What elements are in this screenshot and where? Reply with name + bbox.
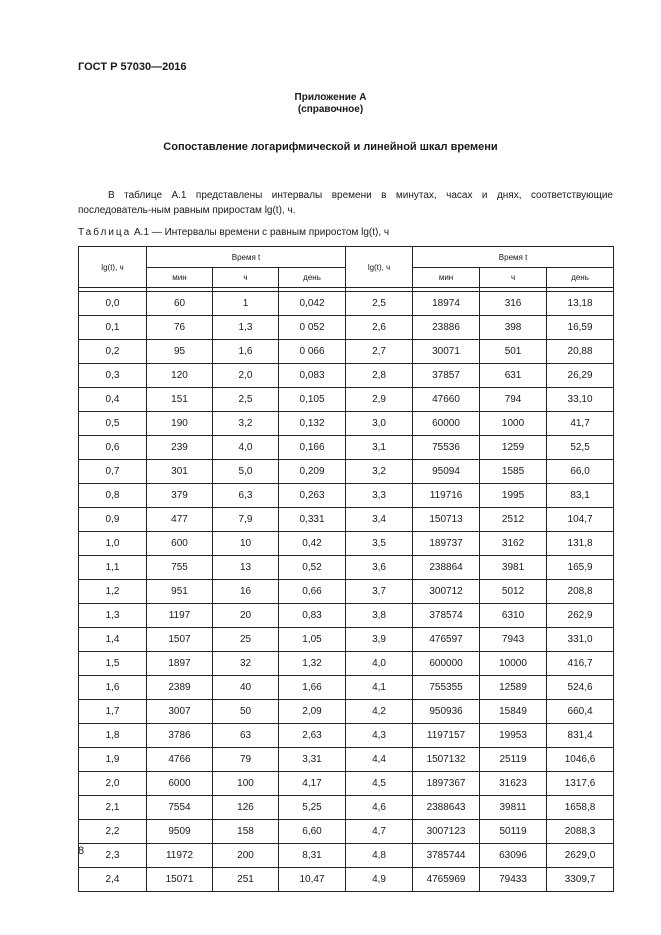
table-cell: 316 (480, 292, 547, 316)
table-row (79, 364, 614, 388)
table-cell: 63 (213, 724, 279, 748)
table-cell: 2389 (147, 676, 213, 700)
table-row (79, 676, 614, 700)
table-cell: 1197157 (413, 724, 480, 748)
table-cell: 6,60 (279, 820, 346, 844)
table-cell: 398 (480, 316, 547, 340)
table-row (79, 772, 614, 796)
table-cell: 660,4 (547, 700, 614, 724)
table-cell: 951 (147, 580, 213, 604)
table-cell: 3981 (480, 556, 547, 580)
table-cell: 0,166 (279, 436, 346, 460)
table-cell: 60000 (413, 412, 480, 436)
header-day-left: день (279, 268, 346, 288)
table-cell: 4,7 (346, 820, 413, 844)
table-cell: 10000 (480, 652, 547, 676)
table-cell: 1000 (480, 412, 547, 436)
table-cell: 3,7 (346, 580, 413, 604)
table-cell: 37857 (413, 364, 480, 388)
table-cell: 416,7 (547, 652, 614, 676)
table-cell: 4,17 (279, 772, 346, 796)
table-cell: 0,52 (279, 556, 346, 580)
table-cell: 9509 (147, 820, 213, 844)
table-cell: 16 (213, 580, 279, 604)
intro-paragraph: В таблице А.1 представлены интервалы времени в минутах, часах и днях, соответствующие последователь-ным равным приростам lg(t), ч. (78, 190, 613, 216)
table-cell: 1,9 (79, 748, 147, 772)
annex-label: Приложение А (294, 92, 367, 103)
table-cell: 950936 (413, 700, 480, 724)
table-cell: 4,5 (346, 772, 413, 796)
header-min-left: мин (147, 268, 213, 288)
header-time-left: Время t (147, 247, 346, 268)
table-cell: 1,5 (79, 652, 147, 676)
table-cell: 331,0 (547, 628, 614, 652)
table-cell: 0,4 (79, 388, 147, 412)
table-cell: 0,331 (279, 508, 346, 532)
table-cell: 3162 (480, 532, 547, 556)
table-cell: 4,9 (346, 868, 413, 892)
table-cell: 2,6 (346, 316, 413, 340)
table-cell: 1507 (147, 628, 213, 652)
table-cell: 0,042 (279, 292, 346, 316)
table-cell: 0,209 (279, 460, 346, 484)
table-row (79, 724, 614, 748)
table-cell: 63096 (480, 844, 547, 868)
table-cell: 8,31 (279, 844, 346, 868)
table-row (79, 844, 614, 868)
table-cell: 301 (147, 460, 213, 484)
table-row (79, 484, 614, 508)
page-number: 8 (78, 845, 85, 857)
table-cell: 19953 (480, 724, 547, 748)
table-cell: 0,6 (79, 436, 147, 460)
table-cell: 4,6 (346, 796, 413, 820)
table-cell: 190 (147, 412, 213, 436)
table-row (79, 508, 614, 532)
table-cell: 150713 (413, 508, 480, 532)
table-cell: 755 (147, 556, 213, 580)
table-cell: 3,3 (346, 484, 413, 508)
table-cell: 18974 (413, 292, 480, 316)
table-cell: 20,88 (547, 340, 614, 364)
time-intervals-table (78, 246, 614, 892)
table-cell: 3,8 (346, 604, 413, 628)
table-cell: 1,66 (279, 676, 346, 700)
table-cell: 31623 (480, 772, 547, 796)
table-cell: 1,05 (279, 628, 346, 652)
table-cell: 600000 (413, 652, 480, 676)
table-cell: 104,7 (547, 508, 614, 532)
table-cell: 33,10 (547, 388, 614, 412)
table-cell: 1,6 (213, 340, 279, 364)
table-cell: 0,083 (279, 364, 346, 388)
table-cell: 6310 (480, 604, 547, 628)
table-cell: 20 (213, 604, 279, 628)
table-cell: 95094 (413, 460, 480, 484)
table-cell: 39811 (480, 796, 547, 820)
table-cell: 165,9 (547, 556, 614, 580)
table-cell: 15071 (147, 868, 213, 892)
table-cell: 6000 (147, 772, 213, 796)
header-hour-right: ч (480, 268, 547, 288)
table-cell: 600 (147, 532, 213, 556)
table-cell: 1,3 (79, 604, 147, 628)
table-cell: 2,9 (346, 388, 413, 412)
table-cell: 30071 (413, 340, 480, 364)
header-lg-left: lg(t), ч (79, 247, 147, 288)
table-cell: 1585 (480, 460, 547, 484)
table-cell: 524,6 (547, 676, 614, 700)
table-cell: 5,25 (279, 796, 346, 820)
table-cell: 151 (147, 388, 213, 412)
table-cell: 2,4 (79, 868, 147, 892)
table-cell: 119716 (413, 484, 480, 508)
table-cell: 1897367 (413, 772, 480, 796)
table-body (79, 288, 614, 892)
table-cell: 25 (213, 628, 279, 652)
table-cell: 7943 (480, 628, 547, 652)
table-cell: 477 (147, 508, 213, 532)
table-cell: 1 (213, 292, 279, 316)
table-cell: 13,18 (547, 292, 614, 316)
table-row (79, 796, 614, 820)
table-cell: 50119 (480, 820, 547, 844)
table-cell: 1197 (147, 604, 213, 628)
table-cell: 0,66 (279, 580, 346, 604)
table-cell: 40 (213, 676, 279, 700)
header-time-right: Время t (413, 247, 614, 268)
table-cell: 23886 (413, 316, 480, 340)
table-cell: 1658,8 (547, 796, 614, 820)
table-row (79, 820, 614, 844)
table-cell: 83,1 (547, 484, 614, 508)
header-hour-left: ч (213, 268, 279, 288)
table-cell: 76 (147, 316, 213, 340)
table-cell: 26,29 (547, 364, 614, 388)
table-row (79, 532, 614, 556)
table-cell: 2,8 (346, 364, 413, 388)
table-cell: 5,0 (213, 460, 279, 484)
table-row (79, 652, 614, 676)
table-cell: 32 (213, 652, 279, 676)
table-cell: 47660 (413, 388, 480, 412)
table-cell: 0 052 (279, 316, 346, 340)
table-cell: 13 (213, 556, 279, 580)
table-cell: 2,7 (346, 340, 413, 364)
table-cell: 66,0 (547, 460, 614, 484)
table-cell: 1259 (480, 436, 547, 460)
table-cell: 5012 (480, 580, 547, 604)
table-cell: 0,3 (79, 364, 147, 388)
annex-type: (справочное) (297, 104, 364, 115)
table-cell: 2,1 (79, 796, 147, 820)
table-cell: 1046,6 (547, 748, 614, 772)
table-cell: 2,09 (279, 700, 346, 724)
table-cell: 3,31 (279, 748, 346, 772)
table-cell: 251 (213, 868, 279, 892)
table-cell: 379 (147, 484, 213, 508)
table-cell: 4,3 (346, 724, 413, 748)
header-lg-right: lg(t), ч (346, 247, 413, 288)
table-cell: 4765969 (413, 868, 480, 892)
table-cell: 120 (147, 364, 213, 388)
table-caption-label: Таблица (78, 227, 132, 238)
table-cell: 2629,0 (547, 844, 614, 868)
table-cell: 131,8 (547, 532, 614, 556)
table-cell: 238864 (413, 556, 480, 580)
table-cell: 0,42 (279, 532, 346, 556)
table-cell: 631 (480, 364, 547, 388)
table-cell: 2,3 (79, 844, 147, 868)
table-cell: 79 (213, 748, 279, 772)
table-cell: 95 (147, 340, 213, 364)
table-row (79, 340, 614, 364)
table-cell: 79433 (480, 868, 547, 892)
table-cell: 2512 (480, 508, 547, 532)
table-cell: 755355 (413, 676, 480, 700)
table-cell: 3007123 (413, 820, 480, 844)
table-caption-text: А.1 — Интервалы времени с равным приростом lg(t), ч (131, 227, 390, 238)
table-cell: 2,0 (79, 772, 147, 796)
table-cell: 6,3 (213, 484, 279, 508)
table-cell: 2,63 (279, 724, 346, 748)
table-cell: 1,8 (79, 724, 147, 748)
table-cell: 476597 (413, 628, 480, 652)
table-cell: 300712 (413, 580, 480, 604)
header-day-right: день (547, 268, 614, 288)
table-cell: 3,0 (346, 412, 413, 436)
table-cell: 0,5 (79, 412, 147, 436)
table-cell: 4,8 (346, 844, 413, 868)
table-cell: 10,47 (279, 868, 346, 892)
table-cell: 0,9 (79, 508, 147, 532)
table-cell: 0,83 (279, 604, 346, 628)
table-row (79, 412, 614, 436)
table-cell: 4,1 (346, 676, 413, 700)
table-cell: 41,7 (547, 412, 614, 436)
table-cell: 3,9 (346, 628, 413, 652)
table-cell: 0,1 (79, 316, 147, 340)
table-row (79, 604, 614, 628)
table-cell: 3786 (147, 724, 213, 748)
table-cell: 3,2 (346, 460, 413, 484)
table-cell: 7,9 (213, 508, 279, 532)
table-cell: 1,1 (79, 556, 147, 580)
table-cell: 208,8 (547, 580, 614, 604)
table-cell: 52,5 (547, 436, 614, 460)
table-cell: 2,0 (213, 364, 279, 388)
table-cell: 158 (213, 820, 279, 844)
table-cell: 2,2 (79, 820, 147, 844)
table-row (79, 580, 614, 604)
table-cell: 0,7 (79, 460, 147, 484)
table-cell: 0,0 (79, 292, 147, 316)
table-row (79, 292, 614, 316)
table-caption (78, 227, 389, 238)
table-cell: 2088,3 (547, 820, 614, 844)
table-row (79, 436, 614, 460)
table-cell: 1897 (147, 652, 213, 676)
table-cell: 1,6 (79, 676, 147, 700)
table-cell: 126 (213, 796, 279, 820)
table-row (79, 628, 614, 652)
table-cell: 501 (480, 340, 547, 364)
table-row (79, 316, 614, 340)
table-cell: 239 (147, 436, 213, 460)
table-cell: 15849 (480, 700, 547, 724)
table-cell: 831,4 (547, 724, 614, 748)
table-cell: 1317,6 (547, 772, 614, 796)
table-cell: 3309,7 (547, 868, 614, 892)
table-cell: 378574 (413, 604, 480, 628)
table-cell: 100 (213, 772, 279, 796)
table-cell: 1995 (480, 484, 547, 508)
table-cell: 60 (147, 292, 213, 316)
table-cell: 4766 (147, 748, 213, 772)
table-cell: 1,7 (79, 700, 147, 724)
table-row (79, 460, 614, 484)
table-cell: 3785744 (413, 844, 480, 868)
header-min-right: мин (413, 268, 480, 288)
table-cell: 794 (480, 388, 547, 412)
table-row (79, 388, 614, 412)
table-cell: 3,2 (213, 412, 279, 436)
table-cell: 2388643 (413, 796, 480, 820)
table-cell: 4,0 (213, 436, 279, 460)
table-cell: 2,5 (346, 292, 413, 316)
table-cell: 25119 (480, 748, 547, 772)
table-cell: 1507132 (413, 748, 480, 772)
table-cell: 3,5 (346, 532, 413, 556)
table-cell: 16,59 (547, 316, 614, 340)
table-cell: 2,5 (213, 388, 279, 412)
annex-title: Сопоставление логарифмической и линейной шкал времени (163, 141, 498, 153)
table-cell: 1,3 (213, 316, 279, 340)
table-cell: 0,132 (279, 412, 346, 436)
table-cell: 12589 (480, 676, 547, 700)
table-cell: 7554 (147, 796, 213, 820)
table-cell: 200 (213, 844, 279, 868)
table-cell: 0 066 (279, 340, 346, 364)
table-cell: 0,2 (79, 340, 147, 364)
table-row (79, 748, 614, 772)
table-cell: 1,0 (79, 532, 147, 556)
table-cell: 3,6 (346, 556, 413, 580)
table-cell: 10 (213, 532, 279, 556)
table-cell: 50 (213, 700, 279, 724)
table-cell: 1,2 (79, 580, 147, 604)
table-row (79, 868, 614, 892)
table-cell: 189737 (413, 532, 480, 556)
table-row (79, 700, 614, 724)
table-cell: 1,4 (79, 628, 147, 652)
table-cell: 3,4 (346, 508, 413, 532)
table-cell: 0,105 (279, 388, 346, 412)
table-row (79, 556, 614, 580)
table-cell: 75536 (413, 436, 480, 460)
table-cell: 3007 (147, 700, 213, 724)
document-header: ГОСТ Р 57030—2016 (78, 61, 187, 73)
table-cell: 4,4 (346, 748, 413, 772)
table-cell: 262,9 (547, 604, 614, 628)
table-cell: 4,0 (346, 652, 413, 676)
table-cell: 11972 (147, 844, 213, 868)
table-cell: 1,32 (279, 652, 346, 676)
table-cell: 3,1 (346, 436, 413, 460)
table-cell: 4,2 (346, 700, 413, 724)
table-cell: 0,8 (79, 484, 147, 508)
table-cell: 0,263 (279, 484, 346, 508)
